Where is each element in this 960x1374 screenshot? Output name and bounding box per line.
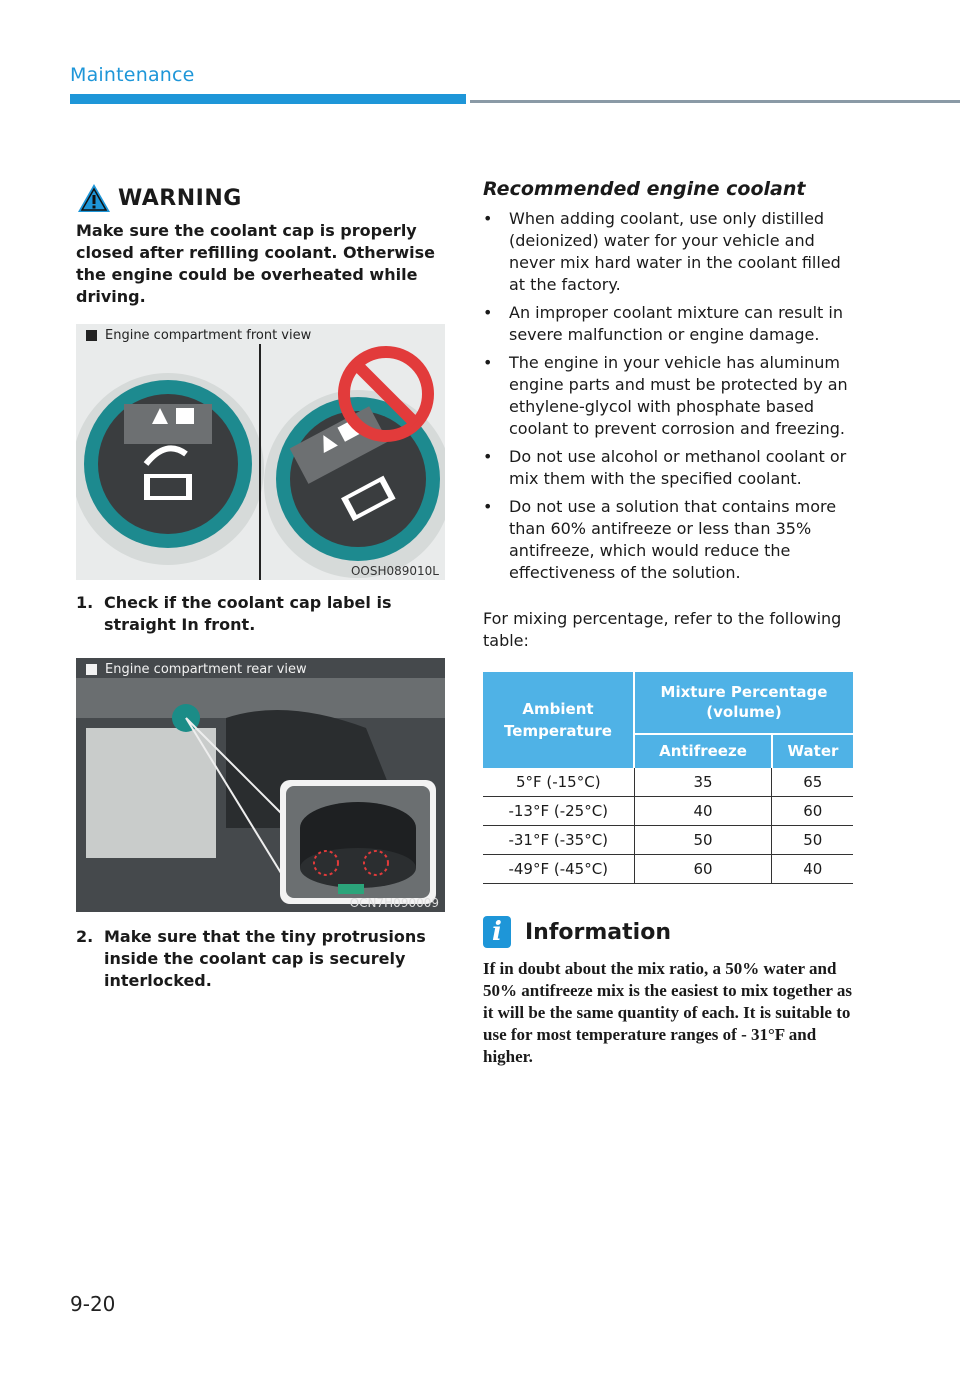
step-number: 1. — [76, 593, 94, 612]
warning-triangle-icon — [76, 182, 112, 214]
figure-front-view — [76, 324, 445, 580]
bullet-dot-icon: • — [483, 303, 493, 322]
cell-water: 65 — [772, 768, 853, 797]
figure-code: OCN7H090009 — [349, 896, 439, 910]
column-header-ambient: Ambient Temperature — [483, 672, 634, 768]
list-item — [483, 446, 855, 490]
cell-water: 50 — [772, 826, 853, 855]
cell-antifreeze: 40 — [634, 797, 772, 826]
header-rule-accent — [70, 94, 466, 104]
cell-temperature: 5°F (-15°C) — [483, 768, 634, 797]
cell-water: 40 — [772, 855, 853, 884]
step-number: 2. — [76, 927, 94, 946]
cell-temperature: -13°F (-25°C) — [483, 797, 634, 826]
coolant-bullet-list — [483, 208, 855, 584]
figure-caption — [86, 662, 307, 677]
caption-square-icon — [86, 664, 97, 675]
column-header-water: Water — [772, 734, 853, 768]
cell-temperature: -49°F (-45°C) — [483, 855, 634, 884]
figure-code: OOSH089010L — [350, 564, 439, 578]
bullet-dot-icon: • — [483, 447, 493, 466]
left-column — [76, 180, 448, 992]
table-row — [483, 826, 853, 855]
information-text: If in doubt about the mix ratio, a 50% water and 50% antifreeze mix is the easiest to mix together as it will be the same quantity of each. It is suitable to use for most temperature ranges of - 31°F and higher. — [483, 959, 853, 1066]
caption-square-icon — [86, 330, 97, 341]
list-item — [483, 352, 855, 440]
header-rule-gray — [470, 100, 960, 103]
cell-antifreeze: 50 — [634, 826, 772, 855]
coolant-section-title: Recommended engine coolant — [483, 178, 806, 200]
figure-rear-view — [76, 658, 445, 912]
list-item — [483, 496, 855, 584]
bullet-dot-icon: • — [483, 353, 493, 372]
warning-text: Make sure the coolant cap is properly closed after refilling coolant. Otherwise the engine could be overheated while driving. — [76, 221, 436, 306]
bullet-dot-icon: • — [483, 209, 493, 228]
info-icon: i — [483, 916, 511, 948]
figure-caption — [86, 328, 311, 343]
page-number: 9-20 — [70, 1292, 116, 1316]
warning-title: WARNING — [118, 185, 242, 211]
mixture-table — [483, 672, 853, 884]
right-column — [483, 176, 855, 1068]
list-item — [483, 302, 855, 346]
table-row — [483, 797, 853, 826]
information-header — [483, 912, 855, 952]
list-item-text: When adding coolant, use only distilled (deionized) water for your vehicle and never mix hard water in the coolant filled at the factory. — [509, 209, 841, 294]
cell-antifreeze: 60 — [634, 855, 772, 884]
list-item-text: The engine in your vehicle has aluminum engine parts and must be protected by an ethylene-glycol with phosphate based coolant to prevent corrosion and freezing. — [509, 353, 848, 438]
information-title: Information — [525, 919, 671, 945]
table-row — [483, 855, 853, 884]
list-item-text: Do not use alcohol or methanol coolant or mix them with the specified coolant. — [509, 447, 847, 488]
table-row — [483, 768, 853, 797]
figure-caption-text: Engine compartment rear view — [105, 662, 307, 677]
engine-bay-illustration — [76, 658, 445, 912]
step-1 — [76, 592, 448, 636]
bullet-dot-icon: • — [483, 497, 493, 516]
coolant-cap-illustration — [76, 324, 445, 580]
column-header-mixture: Mixture Percentage (volume) — [634, 672, 853, 734]
list-item — [483, 208, 855, 296]
warning-header — [76, 180, 448, 216]
step-2 — [76, 926, 448, 992]
list-item-text: Do not use a solution that contains more than 60% antifreeze or less than 35% antifreeze, which would reduce the effectiveness of the solution. — [509, 497, 837, 582]
step-text: Make sure that the tiny protrusions inside the coolant cap is securely interlocked. — [104, 927, 426, 990]
cell-water: 60 — [772, 797, 853, 826]
cell-temperature: -31°F (-35°C) — [483, 826, 634, 855]
figure-caption-text: Engine compartment front view — [105, 328, 312, 343]
list-item-text: An improper coolant mixture can result in severe malfunction or engine damage. — [509, 303, 843, 344]
step-text: Check if the coolant cap label is straight In front. — [104, 593, 392, 634]
section-title: Maintenance — [70, 64, 195, 86]
column-header-antifreeze: Antifreeze — [634, 734, 772, 768]
mixing-intro: For mixing percentage, refer to the following table: — [483, 609, 842, 650]
cell-antifreeze: 35 — [634, 768, 772, 797]
